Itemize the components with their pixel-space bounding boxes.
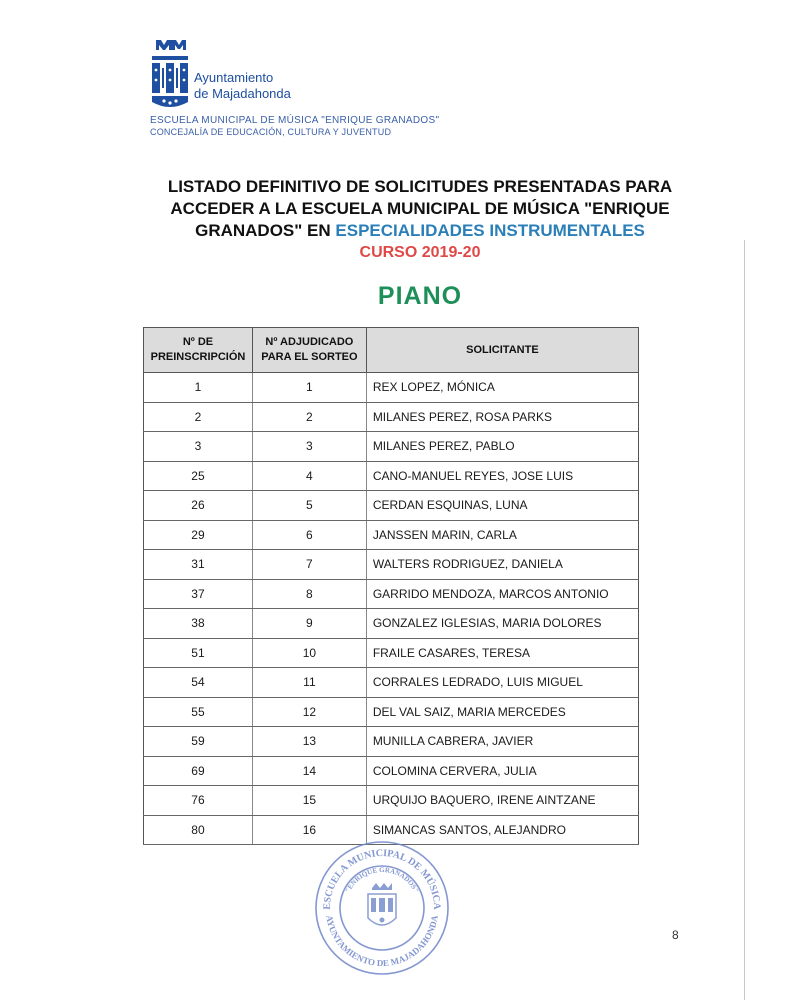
document-title [150, 176, 690, 242]
course-label: CURSO 2019-20 [359, 244, 481, 261]
cell-solicitante: CORRALES LEDRADO, LUIS MIGUEL [366, 668, 638, 698]
cell-preinscripcion: 1 [144, 373, 253, 403]
title-line-3-prefix: GRANADOS" EN [195, 221, 336, 240]
title-line-2: ACCEDER A LA ESCUELA MUNICIPAL DE MÚSICA "ENRIQUE [170, 199, 670, 218]
cell-adjudicado: 9 [252, 609, 366, 639]
table-row [144, 668, 639, 698]
table-body [144, 373, 639, 845]
header-adjudicado: Nº ADJUDICADO PARA EL SORTEO [252, 328, 366, 373]
cell-preinscripcion: 26 [144, 491, 253, 521]
stamp-bottom-text: AYUNTAMIENTO DE MAJADAHONDA [324, 914, 440, 969]
school-name: ESCUELA MUNICIPAL DE MÚSICA "ENRIQUE GRANADOS" [150, 115, 440, 126]
stamp-outer-text: ESCUELA MUNICIPAL DE MÚSICA [321, 847, 443, 910]
header-solicitante: SOLICITANTE [366, 328, 638, 373]
cell-solicitante: GONZALEZ IGLESIAS, MARIA DOLORES [366, 609, 638, 639]
cell-adjudicado: 8 [252, 579, 366, 609]
table-row [144, 491, 639, 521]
cell-adjudicado: 15 [252, 786, 366, 816]
specialty-label: ESPECIALIDADES INSTRUMENTALES [335, 221, 645, 240]
applicants-table [143, 327, 639, 845]
cell-preinscripcion: 59 [144, 727, 253, 757]
ayuntamiento-line-2: de Majadahonda [194, 86, 291, 101]
table-row [144, 550, 639, 580]
table-row [144, 609, 639, 639]
cell-solicitante: COLOMINA CERVERA, JULIA [366, 756, 638, 786]
cell-solicitante: FRAILE CASARES, TERESA [366, 638, 638, 668]
table-row [144, 373, 639, 403]
table-row [144, 697, 639, 727]
cell-preinscripcion: 25 [144, 461, 253, 491]
cell-adjudicado: 4 [252, 461, 366, 491]
cell-preinscripcion: 3 [144, 432, 253, 462]
table-row [144, 461, 639, 491]
table-row [144, 432, 639, 462]
table-row [144, 402, 639, 432]
cell-adjudicado: 1 [252, 373, 366, 403]
cell-adjudicado: 5 [252, 491, 366, 521]
cell-solicitante: REX LOPEZ, MÓNICA [366, 373, 638, 403]
header-preinscripcion: Nº DE PREINSCRIPCIÓN [144, 328, 253, 373]
cell-adjudicado: 11 [252, 668, 366, 698]
cell-preinscripcion: 55 [144, 697, 253, 727]
cell-adjudicado: 3 [252, 432, 366, 462]
cell-adjudicado: 2 [252, 402, 366, 432]
majadahonda-emblem-icon [150, 36, 190, 112]
table-row [144, 520, 639, 550]
cell-solicitante: CERDAN ESQUINAS, LUNA [366, 491, 638, 521]
cell-adjudicado: 12 [252, 697, 366, 727]
table-row [144, 638, 639, 668]
cell-preinscripcion: 2 [144, 402, 253, 432]
cell-adjudicado: 7 [252, 550, 366, 580]
stamp-coat-of-arms-icon [368, 883, 396, 925]
cell-solicitante: WALTERS RODRIGUEZ, DANIELA [366, 550, 638, 580]
ayuntamiento-line-1: Ayuntamiento [194, 70, 274, 85]
cell-adjudicado: 10 [252, 638, 366, 668]
cell-solicitante: DEL VAL SAIZ, MARIA MERCEDES [366, 697, 638, 727]
cell-preinscripcion: 51 [144, 638, 253, 668]
table-row [144, 786, 639, 816]
cell-adjudicado: 13 [252, 727, 366, 757]
school-seal-stamp [312, 838, 452, 978]
table-row [144, 579, 639, 609]
table-row [144, 727, 639, 757]
ayuntamiento-name [194, 70, 291, 102]
title-line-3 [150, 220, 690, 242]
cell-preinscripcion: 80 [144, 815, 253, 845]
stamp-inner-text: "ENRIQUE GRANADOS" [343, 865, 421, 895]
cell-preinscripcion: 76 [144, 786, 253, 816]
cell-adjudicado: 16 [252, 815, 366, 845]
cell-preinscripcion: 31 [144, 550, 253, 580]
cell-adjudicado: 14 [252, 756, 366, 786]
cell-solicitante: GARRIDO MENDOZA, MARCOS ANTONIO [366, 579, 638, 609]
cell-adjudicado: 6 [252, 520, 366, 550]
page-edge-line [744, 240, 745, 1000]
page-number: 8 [672, 928, 679, 942]
cell-preinscripcion: 37 [144, 579, 253, 609]
cell-preinscripcion: 38 [144, 609, 253, 639]
department-name: CONCEJALÍA DE EDUCACIÓN, CULTURA Y JUVENTUD [150, 127, 392, 137]
table-header-row [144, 328, 639, 373]
cell-solicitante: MUNILLA CABRERA, JAVIER [366, 727, 638, 757]
cell-preinscripcion: 69 [144, 756, 253, 786]
cell-solicitante: URQUIJO BAQUERO, IRENE AINTZANE [366, 786, 638, 816]
table-row [144, 756, 639, 786]
cell-solicitante: MILANES PEREZ, ROSA PARKS [366, 402, 638, 432]
title-line-1: LISTADO DEFINITIVO DE SOLICITUDES PRESENTADAS PARA [167, 177, 673, 196]
cell-solicitante: SIMANCAS SANTOS, ALEJANDRO [366, 815, 638, 845]
cell-solicitante: CANO-MANUEL REYES, JOSE LUIS [366, 461, 638, 491]
section-heading: PIANO [377, 282, 463, 310]
cell-preinscripcion: 54 [144, 668, 253, 698]
cell-solicitante: JANSSEN MARIN, CARLA [366, 520, 638, 550]
cell-preinscripcion: 29 [144, 520, 253, 550]
cell-solicitante: MILANES PEREZ, PABLO [366, 432, 638, 462]
